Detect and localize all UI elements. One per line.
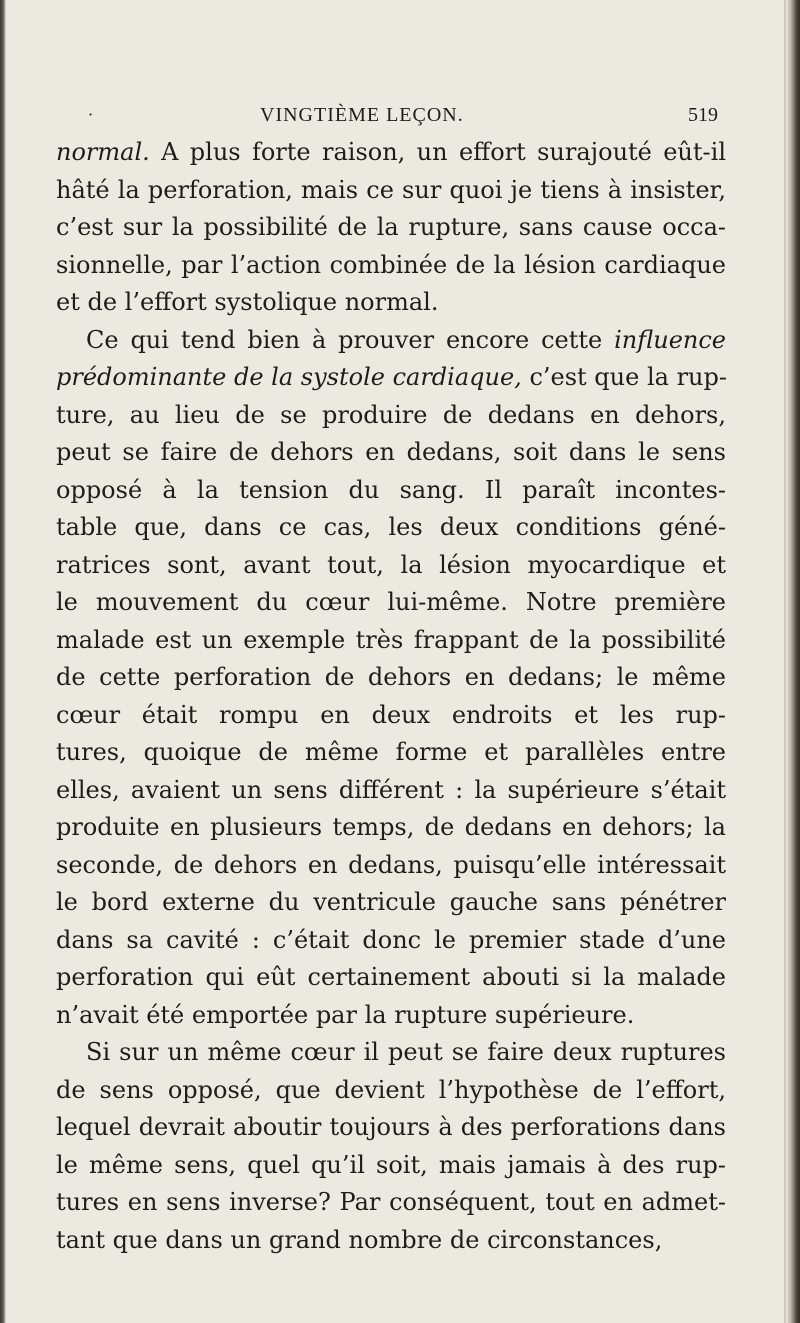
- text-line: [56, 622, 726, 660]
- italic-phrase: influence: [614, 325, 726, 354]
- text-line: [56, 959, 726, 997]
- line-text: le mouvement du cœur lui-même. Notre première: [56, 588, 726, 616]
- line-text: le bord externe du ventricule gauche sans pénétrer: [56, 888, 726, 916]
- scan-edge-left: [0, 0, 6, 1323]
- line-text: Ce qui tend bien à prouver encore cette: [86, 325, 615, 354]
- line-text: de sens opposé, que devient l’hypothèse de l’effort,: [56, 1075, 726, 1104]
- text-line: [56, 172, 726, 210]
- page-header: [88, 103, 718, 131]
- text-line: [56, 772, 726, 810]
- text-line: [56, 547, 726, 585]
- line-text: dans sa cavité : c’était donc le premier stade d’une: [56, 925, 726, 954]
- text-line: [56, 659, 726, 697]
- text-line: [56, 997, 726, 1035]
- text-line: [56, 884, 726, 922]
- text-line: [56, 1147, 726, 1185]
- line-text: le même sens, quel qu’il soit, mais jamais à des rup-: [56, 1150, 726, 1179]
- line-text: opposé à la tension du sang. Il paraît incontes-: [56, 475, 726, 504]
- line-text: n’avait été emportée par la rupture supérieure.: [56, 1000, 635, 1029]
- text-line: [56, 1184, 726, 1222]
- line-text: c’est que la rup-: [521, 363, 727, 391]
- line-text: produite en plusieurs temps, de dedans en dehors; la: [56, 813, 726, 841]
- text-line: [56, 247, 726, 285]
- page-number: 519: [688, 104, 718, 126]
- running-title: VINGTIÈME LEÇON.: [260, 104, 464, 126]
- line-text: ture, au lieu de se produire de dedans en dehors,: [56, 400, 726, 429]
- text-line: [56, 1072, 726, 1110]
- text-line: [56, 1034, 726, 1072]
- body-text: [56, 134, 726, 1259]
- text-line: [56, 809, 726, 847]
- text-line: [56, 734, 726, 772]
- line-text: A plus forte raison, un effort surajouté eût-il: [149, 138, 726, 166]
- line-text: et de l’effort systolique normal.: [56, 288, 439, 316]
- text-line: [56, 209, 726, 247]
- line-text: perforation qui eût certainement abouti si la malade: [56, 963, 726, 991]
- text-line: [56, 1109, 726, 1147]
- text-line: [56, 847, 726, 885]
- text-line: [56, 134, 726, 172]
- text-line: [56, 509, 726, 547]
- line-text: elles, avaient un sens différent : la supérieure s’était: [56, 775, 726, 804]
- italic-phrase: normal.: [56, 138, 150, 166]
- line-text: tures, quoique de même forme et parallèles entre: [56, 738, 726, 766]
- header-marker: ·: [88, 105, 94, 124]
- line-text: sionnelle, par l’action combinée de la lésion cardiaque: [56, 250, 726, 279]
- line-text: seconde, de dehors en dedans, puisqu’elle intéressait: [56, 850, 726, 879]
- text-line: [56, 472, 726, 510]
- text-line: [56, 322, 726, 360]
- line-text: Si sur un même cœur il peut se faire deux ruptures: [86, 1038, 726, 1066]
- text-line: [56, 359, 726, 397]
- text-line: [56, 434, 726, 472]
- text-line: [56, 584, 726, 622]
- line-text: ratrices sont, avant tout, la lésion myocardique et: [56, 550, 726, 579]
- line-text: tures en sens inverse? Par conséquent, tout en admet-: [56, 1188, 726, 1216]
- line-text: de cette perforation de dehors en dedans; le même: [56, 663, 726, 691]
- line-text: malade est un exemple très frappant de la possibilité: [56, 625, 726, 654]
- scan-edge-right: [786, 0, 800, 1323]
- line-text: tant que dans un grand nombre de circonstances,: [56, 1225, 663, 1254]
- text-line: [56, 1222, 726, 1260]
- line-text: table que, dans ce cas, les deux conditions géné-: [56, 513, 726, 541]
- text-line: [56, 284, 726, 322]
- line-text: lequel devrait aboutir toujours à des perforations dans: [56, 1113, 726, 1141]
- text-line: [56, 697, 726, 735]
- text-line: [56, 922, 726, 960]
- line-text: c’est sur la possibilité de la rupture, sans cause occa-: [56, 213, 726, 241]
- line-text: hâté la perforation, mais ce sur quoi je tiens à insister,: [56, 175, 726, 204]
- line-text: cœur était rompu en deux endroits et les rup-: [56, 700, 726, 729]
- text-line: [56, 397, 726, 435]
- line-text: peut se faire de dehors en dedans, soit dans le sens: [56, 438, 726, 466]
- italic-phrase: prédominante de la systole cardiaque,: [56, 363, 522, 391]
